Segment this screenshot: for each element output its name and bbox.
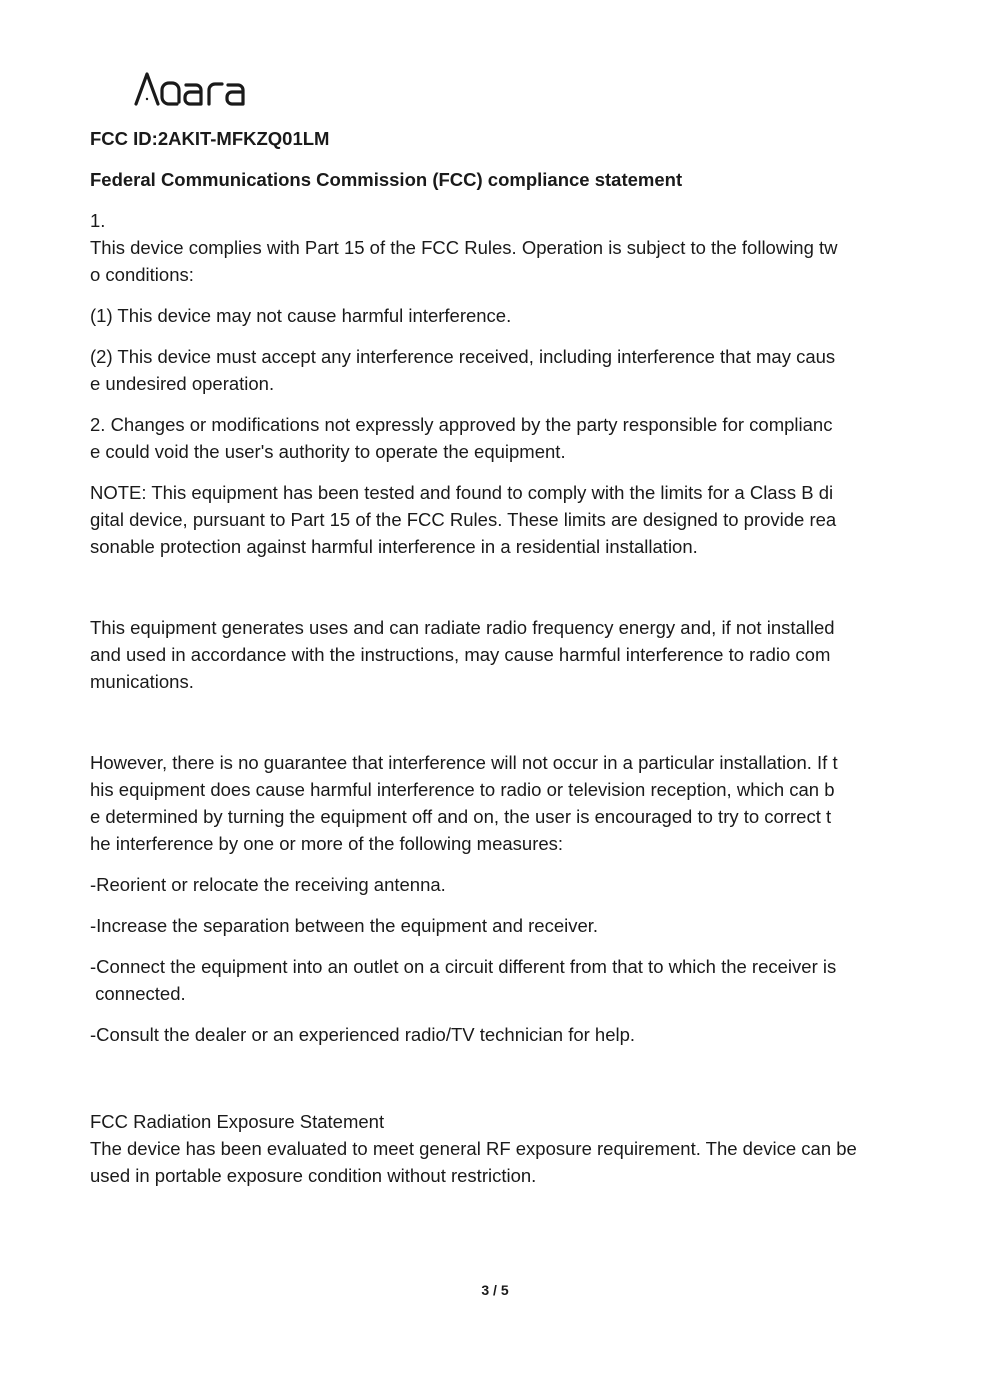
rf-exposure-title: FCC Radiation Exposure Statement: [90, 1111, 385, 1132]
item-2-line: 2. Changes or modifications not expressly approved by the party responsible for complianc: [90, 414, 833, 435]
aqara-logo-mark: [134, 66, 258, 110]
condition-2-line: (2) This device must accept any interference received, including interference that may caus: [90, 346, 836, 367]
however-paragraph-line: he interference by one or more of the following measures:: [90, 833, 564, 854]
item-1-text-line: This device complies with Part 15 of the FCC Rules. Operation is subject to the following tw: [90, 237, 838, 258]
however-paragraph-line: e determined by turning the equipment off and on, the user is encouraged to try to correct t: [90, 806, 832, 827]
equipment-paragraph-line: This equipment generates uses and can radiate radio frequency energy and, if not installed: [90, 617, 835, 638]
equipment-paragraph-line: and used in accordance with the instructions, may cause harmful interference to radio com: [90, 644, 831, 665]
note-line: NOTE: This equipment has been tested and found to comply with the limits for a Class B di: [90, 482, 834, 503]
page-title: Federal Communications Commission (FCC) compliance statement: [90, 169, 683, 190]
note-line: sonable protection against harmful interference in a residential installation.: [90, 536, 698, 557]
rf-exposure-line: used in portable exposure condition without restriction.: [90, 1165, 537, 1186]
fcc-id: FCC ID:2AKIT-MFKZQ01LM: [90, 128, 330, 149]
however-paragraph-line: his equipment does cause harmful interference to radio or television reception, which can b: [90, 779, 835, 800]
measure-item: -Connect the equipment into an outlet on a circuit different from that to which the receiver is: [90, 956, 837, 977]
condition-2-line: e undesired operation.: [90, 373, 275, 394]
rf-exposure-line: The device has been evaluated to meet general RF exposure requirement. The device can be: [90, 1138, 857, 1159]
note-line: gital device, pursuant to Part 15 of the FCC Rules. These limits are designed to provide rea: [90, 509, 837, 530]
item-1-number: 1.: [90, 210, 106, 231]
equipment-paragraph-line: munications.: [90, 671, 194, 692]
measure-item: connected.: [90, 983, 186, 1004]
measure-item: -Reorient or relocate the receiving antenna.: [90, 874, 446, 895]
document-body: [90, 125, 910, 1189]
page-number: 3 / 5: [481, 1282, 509, 1298]
item-1-text-line: o conditions:: [90, 264, 194, 285]
item-2-line: e could void the user's authority to operate the equipment.: [90, 441, 566, 462]
however-paragraph-line: However, there is no guarantee that interference will not occur in a particular installation. If t: [90, 752, 838, 773]
measure-item: -Consult the dealer or an experienced radio/TV technician for help.: [90, 1024, 636, 1045]
measure-item: -Increase the separation between the equipment and receiver.: [90, 915, 599, 936]
condition-1: (1) This device may not cause harmful interference.: [90, 305, 512, 326]
aqara-logo: [134, 66, 258, 110]
